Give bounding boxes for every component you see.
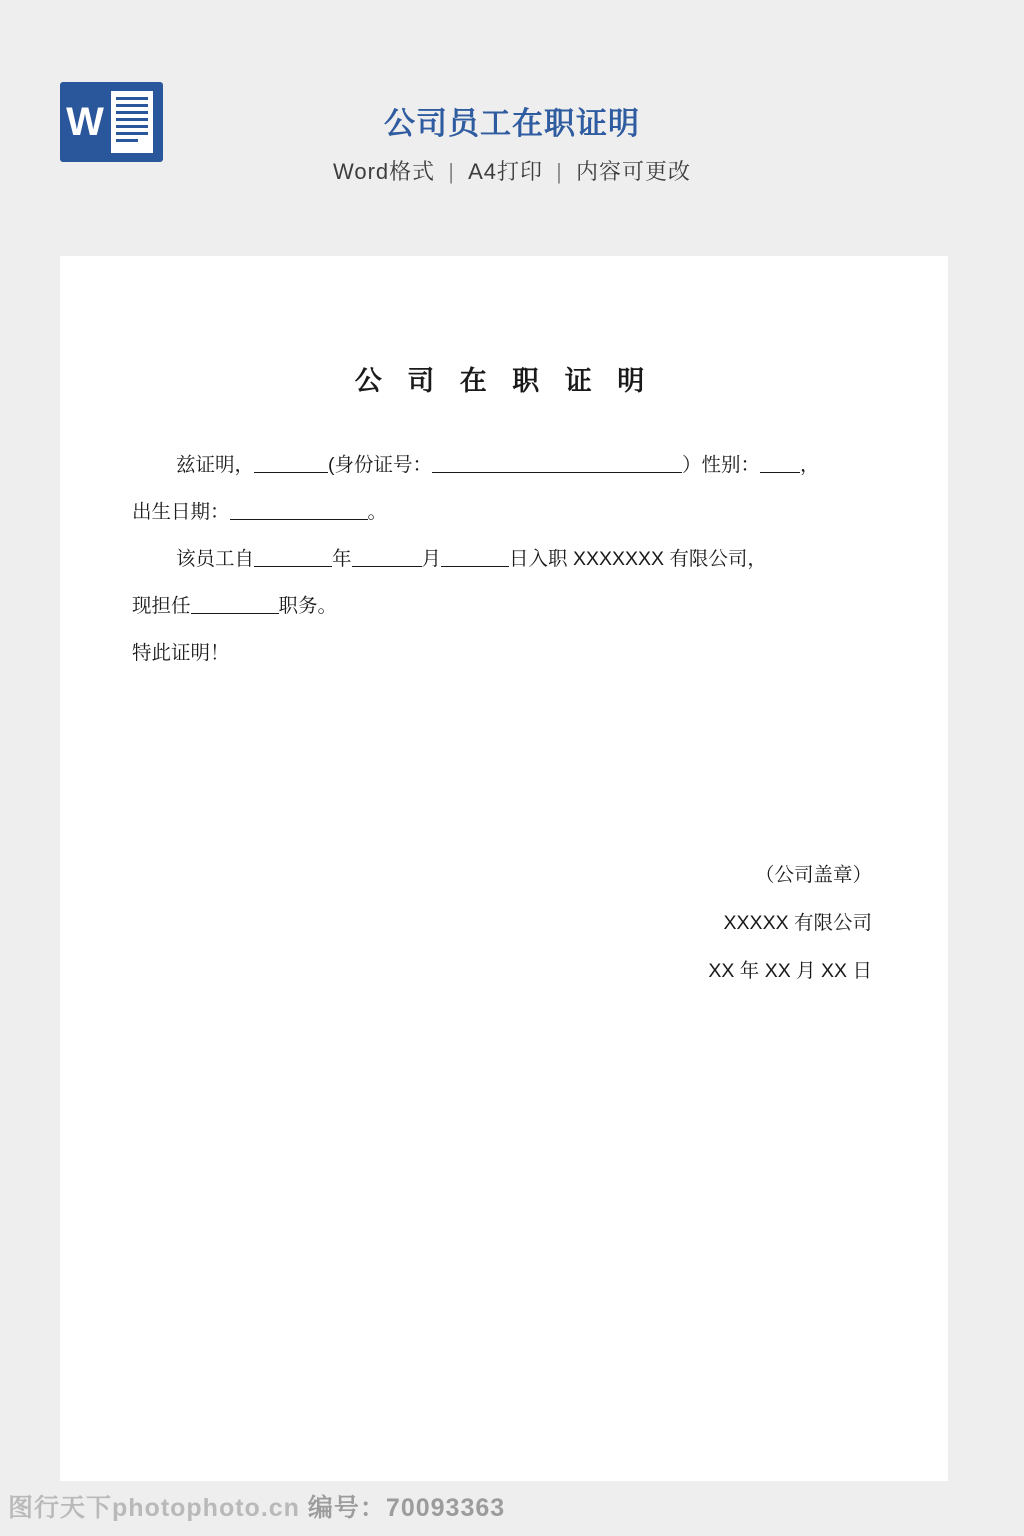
word-logo-letter: W [66, 100, 104, 144]
line3-text-b: 年 [332, 548, 352, 570]
page-title: 公司员工在职证明 [384, 106, 640, 141]
line1-text-b: (身份证号： [328, 454, 433, 476]
document-line-5 [132, 630, 876, 677]
page-header [0, 0, 1024, 256]
subtitle-part-editable: 内容可更改 [576, 159, 692, 184]
subtitle-part-print: A4打印 [468, 159, 544, 184]
watermark-id-value: 70093363 [385, 1494, 506, 1522]
employee-name-blank [254, 453, 328, 473]
document-heading: 公 司 在 职 证 明 [354, 366, 654, 396]
line1-text-a: 兹证明， [176, 454, 255, 476]
watermark-id-label: 编号： [307, 1494, 386, 1522]
watermark [8, 1488, 505, 1524]
subtitle-separator-1: | [448, 159, 455, 184]
company-name: XXXXX 有限公司 [723, 912, 872, 934]
id-number-blank [432, 453, 682, 473]
entry-year-blank [254, 547, 332, 567]
line1-text-c: ）性别： [682, 454, 761, 476]
document-line-2 [132, 489, 876, 536]
page-subtitle [0, 155, 1024, 186]
document-line-3 [132, 536, 876, 583]
line5-text: 特此证明！ [132, 642, 230, 664]
entry-month-blank [352, 547, 422, 567]
watermark-site: 图行天下photophoto.cn [8, 1494, 300, 1522]
document-body [60, 442, 948, 677]
signature-block [60, 851, 948, 995]
birthdate-blank [230, 500, 368, 520]
signature-date: XX 年 XX 月 XX 日 [708, 960, 872, 982]
line2-text-b: 。 [367, 501, 388, 523]
line1-text-d: ， [800, 454, 820, 476]
document-preview-page [60, 256, 948, 1481]
entry-day-blank [441, 547, 509, 567]
line4-text-a: 现担任 [132, 595, 191, 617]
subtitle-separator-2: | [556, 159, 563, 184]
line3-text-a: 该员工自 [176, 548, 255, 570]
document-line-4 [132, 583, 876, 630]
position-blank [191, 594, 279, 614]
line2-text-a: 出生日期： [132, 501, 230, 523]
line4-text-b: 职务。 [278, 595, 338, 617]
line3-text-d: 日入职 XXXXXXX 有限公司， [509, 548, 767, 570]
subtitle-part-format: Word格式 [332, 159, 436, 184]
line3-text-c: 月 [421, 548, 442, 570]
document-line-1 [132, 442, 876, 489]
company-stamp-note: （公司盖章） [754, 864, 872, 886]
gender-blank [760, 453, 800, 473]
